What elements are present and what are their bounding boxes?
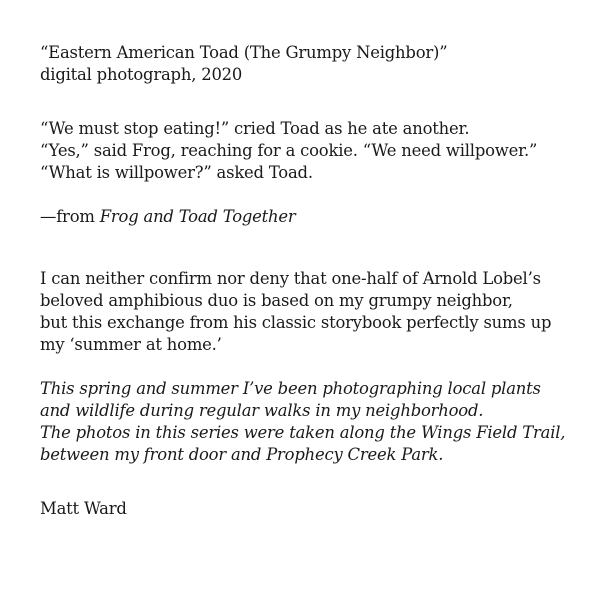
attribution-book-title: Frog and Toad Together (99, 207, 296, 226)
quote-line: “What is willpower?” asked Toad. (40, 163, 313, 182)
artwork-info (40, 42, 580, 86)
series-note-line: between my front door and Prophecy Creek Park. (40, 445, 444, 464)
wall-label (40, 42, 580, 520)
series-note (40, 378, 580, 466)
quote-block (40, 118, 580, 228)
statement-line: but this exchange from his classic storybook perfectly sums up (40, 313, 552, 332)
quote-attribution (40, 206, 580, 228)
quote-line: “We must stop eating!” cried Toad as he ate another. (40, 119, 470, 138)
series-note-line: This spring and summer I’ve been photographing local plants (40, 379, 541, 398)
artwork-title: “Eastern American Toad (The Grumpy Neighbor)” (40, 43, 448, 62)
artist-statement (40, 268, 580, 356)
quote-line: “Yes,” said Frog, reaching for a cookie. “We need willpower.” (40, 141, 538, 160)
artist-name: Matt Ward (40, 499, 127, 518)
series-note-line: and wildlife during regular walks in my neighborhood. (40, 401, 484, 420)
statement-line: beloved amphibious duo is based on my grumpy neighbor, (40, 291, 513, 310)
statement-line: I can neither confirm nor deny that one-half of Arnold Lobel’s (40, 269, 541, 288)
artwork-medium: digital photograph, 2020 (40, 65, 243, 84)
attribution-prefix: —from (40, 207, 100, 226)
series-note-line: The photos in this series were taken along the Wings Field Trail, (40, 423, 566, 442)
statement-line: my ‘summer at home.’ (40, 335, 222, 354)
